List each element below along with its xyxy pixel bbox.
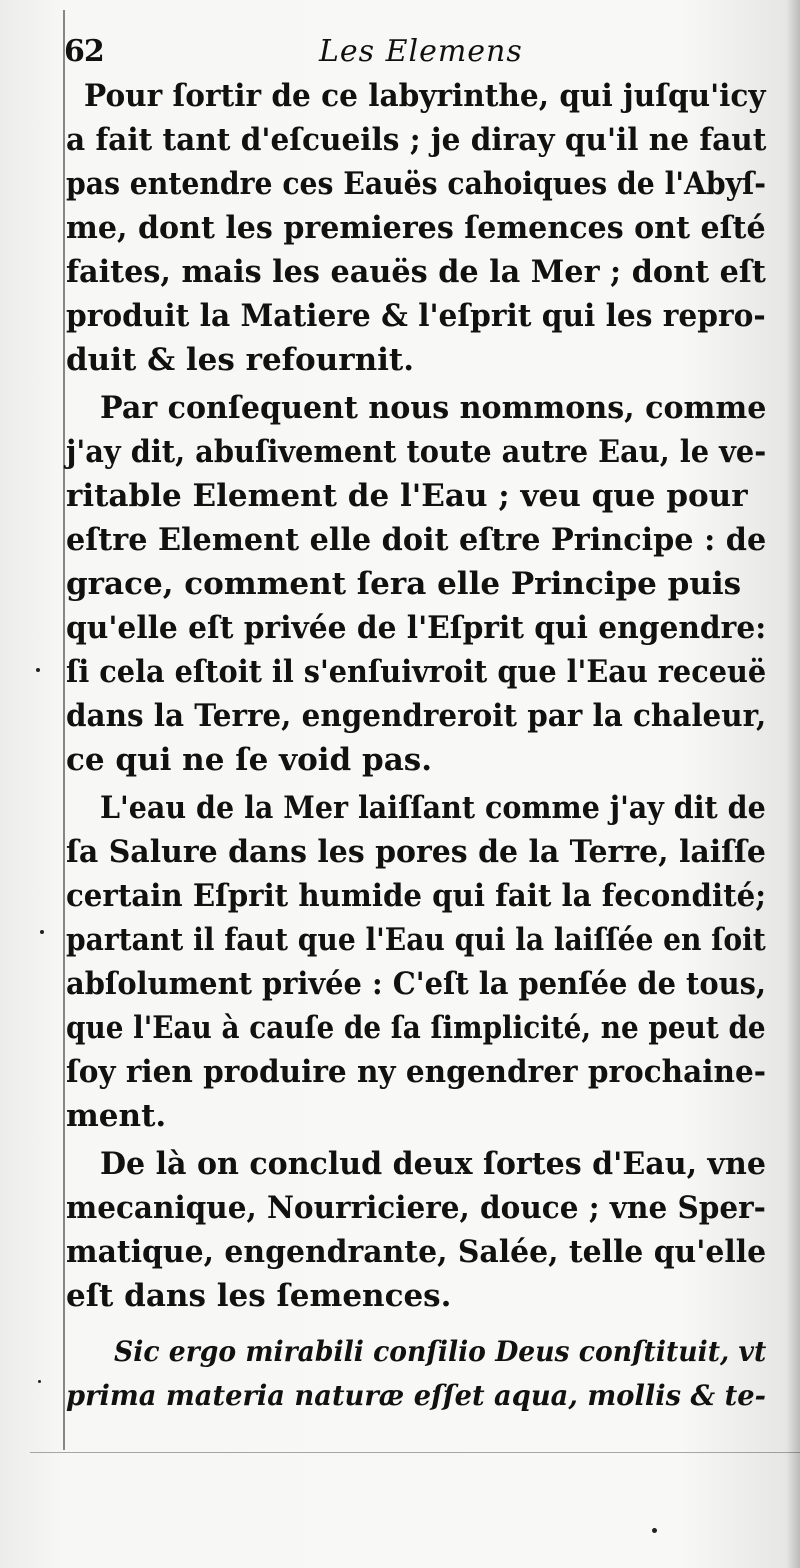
text-line: ſoy rien produire ny engendrer prochaine- (66, 1054, 766, 1090)
margin-rule (63, 10, 65, 1450)
text-line: duit & les refournit. (66, 342, 414, 378)
text-line: que l'Eau à cauſe de ſa ſimplicité, ne peut de (66, 1010, 766, 1046)
text-line: pas entendre ces Eauës cahoiques de l'Abyſ- (66, 166, 766, 202)
text-line: Par conſequent nous nommons, comme (100, 390, 767, 426)
text-line: ment. (66, 1098, 167, 1134)
text-line: ſa Salure dans les pores de la Terre, laiſſe (66, 834, 766, 870)
text-line: dans la Terre, engendreroit par la chaleur, (66, 698, 767, 734)
text-line: j'ay dit, abuſivement toute autre Eau, le ve- (66, 434, 767, 470)
text-line: eſt dans les ſemences. (66, 1278, 452, 1314)
text-line: ritable Element de l'Eau ; veu que pour (66, 478, 748, 514)
text-line: produit la Matiere & l'eſprit qui les repro- (66, 298, 766, 334)
text-line: faites, mais les eauës de la Mer ; dont eſt (66, 254, 766, 290)
text-line: De là on conclud deux ſortes d'Eau, vne (100, 1146, 766, 1182)
bottom-rule (30, 1452, 800, 1453)
text-line: grace, comment ſera elle Principe puis (66, 566, 742, 602)
text-line: abſolument privée : C'eſt la penſée de tous, (66, 966, 767, 1002)
text-line: ce qui ne ſe void pas. (66, 742, 433, 778)
page-number: 62 (64, 34, 104, 69)
page-gutter-shadow (786, 0, 800, 1568)
text-line: matique, engendrante, Salée, telle qu'elle (66, 1234, 767, 1270)
running-title: Les Elemens (319, 34, 523, 69)
text-line: partant il faut que l'Eau qui la laiſſée en ſoit (66, 922, 766, 958)
page-header (64, 34, 764, 74)
text-line: a fait tant d'eſcueils ; je diray qu'il ne faut (66, 122, 767, 158)
text-line: me, dont les premieres ſemences ont eſté (66, 210, 766, 246)
text-line: eſtre Element elle doit eſtre Principe : de (66, 522, 767, 558)
text-line: qu'elle eſt privée de l'Eſprit qui engendre: (66, 610, 767, 646)
text-line: Pour ſortir de ce labyrinthe, qui juſqu'icy (84, 78, 766, 114)
text-line: Sic ergo mirabili conſilio Deus conſtituit, vt (114, 1335, 767, 1368)
text-line: ſi cela eſtoit il s'enſuivroit que l'Eau receuë (66, 654, 767, 690)
text-line: L'eau de la Mer laiſſant comme j'ay dit de (100, 790, 766, 826)
text-line: mecanique, Nourriciere, douce ; vne Sper- (66, 1190, 766, 1226)
text-line: prima materia naturæ eſſet aqua, mollis & te- (66, 1379, 766, 1412)
text-line: certain Eſprit humide qui fait la fecondité; (66, 878, 766, 914)
